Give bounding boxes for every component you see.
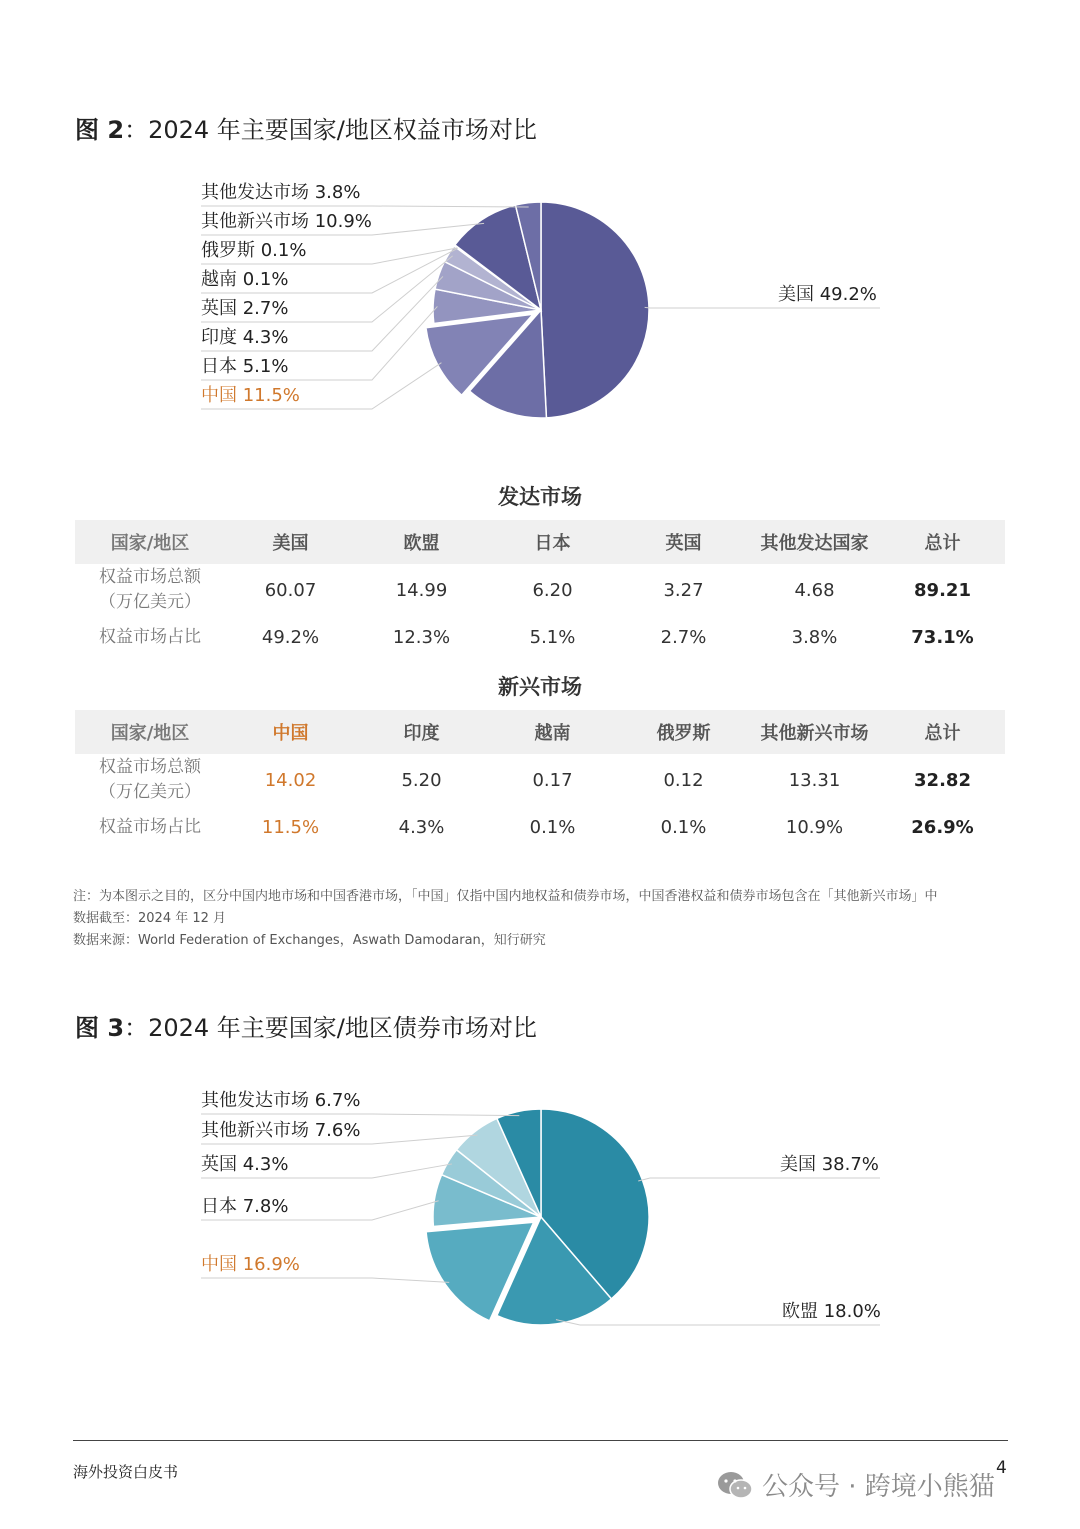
table-cell: 49.2% <box>261 626 320 648</box>
table-cell: 12.3% <box>392 626 451 648</box>
total-cell: 26.9% <box>911 816 974 838</box>
pie-label-0: 美国 49.2% <box>778 284 877 305</box>
pie-label-8: 其他新兴市场 10.9% <box>201 211 372 232</box>
total-cell: 73.1% <box>911 626 974 648</box>
footer-divider <box>73 1440 1008 1441</box>
pie-label-9: 其他发达市场 3.8% <box>201 182 361 203</box>
leader-line-0 <box>638 1178 880 1181</box>
notes-block <box>73 886 938 952</box>
pie-label-1: 欧盟 18.0% <box>782 1301 881 1322</box>
row-label: 权益市场占比 <box>99 626 201 647</box>
table-cell: 0.1% <box>529 816 576 838</box>
pie-label-5: 其他新兴市场 7.6% <box>201 1120 361 1141</box>
footer-doc-title: 海外投资白皮书 <box>73 1463 179 1481</box>
figure2-title-text: 2024 年主要国家/地区权益市场对比 <box>148 116 537 144</box>
header-cell: 印度 <box>356 710 487 754</box>
table-cell: 0.1% <box>660 816 707 838</box>
pie-label-0: 美国 38.7% <box>780 1154 879 1175</box>
total-cell: 89.21 <box>914 579 971 601</box>
table-cell: 4.3% <box>398 816 445 838</box>
table-cell-china: 14.02 <box>264 769 317 791</box>
leader-line-6 <box>201 1114 519 1116</box>
source-text: 数据来源：World Federation of Exchanges，Aswath Damodaran，知行研究 <box>73 933 546 948</box>
pie-label-3: 日本 5.1% <box>201 356 289 377</box>
table-cell-china: 11.5% <box>261 816 320 838</box>
row-label <box>75 564 225 616</box>
pie-label-4: 英国 4.3% <box>201 1154 289 1175</box>
table-row <box>75 754 1005 806</box>
note-text: 注：为本图示之目的，区分中国内地市场和中国香港市场，「中国」仅指中国内地权益和债券市场，中国香港权益和债券市场包含在「其他新兴市场」中 <box>73 889 938 904</box>
table-cell: 10.9% <box>785 816 844 838</box>
table-row <box>75 564 1005 616</box>
header-cell: 其他新兴市场 <box>749 710 880 754</box>
pie-label-5: 英国 2.7% <box>201 298 289 319</box>
figure3-title: 图 3：2024 年主要国家/地区债券市场对比 <box>75 1014 537 1042</box>
header-cell: 越南 <box>487 710 618 754</box>
date-text: 数据截至：2024 年 12 月 <box>73 911 227 926</box>
header-cell: 总计 <box>880 710 1005 754</box>
table-cell: 3.27 <box>663 579 704 601</box>
figure2-title: 图 2：2024 年主要国家/地区权益市场对比 <box>75 116 537 144</box>
emerging-market-title: 新兴市场 <box>498 675 582 699</box>
table-cell: 5.20 <box>401 769 442 791</box>
table-cell: 5.1% <box>529 626 576 648</box>
header-cell: 其他发达国家 <box>749 520 880 564</box>
row-label-line2: （万亿美元） <box>99 782 201 802</box>
developed-market-title: 发达市场 <box>498 485 582 509</box>
page-number: 4 <box>996 1458 1007 1478</box>
table-cell: 2.7% <box>660 626 707 648</box>
figure3-title-text: 2024 年主要国家/地区债券市场对比 <box>148 1014 537 1042</box>
header-cell: 英国 <box>618 520 749 564</box>
pie-label-2: 中国 16.9% <box>201 1254 300 1275</box>
table-row <box>75 806 1005 848</box>
table-row <box>75 616 1005 658</box>
row-label: 权益市场占比 <box>99 816 201 837</box>
figure3-prefix: 图 3 <box>75 1014 125 1042</box>
emerging-market-table <box>75 710 1005 848</box>
header-cell: 俄罗斯 <box>618 710 749 754</box>
header-cell: 欧盟 <box>356 520 487 564</box>
watermark-text: 公众号 · 跨境小熊猫 <box>762 1472 995 1502</box>
header-cell: 美国 <box>225 520 356 564</box>
table-cell: 3.8% <box>791 626 838 648</box>
header-cell: 国家/地区 <box>75 710 225 754</box>
bond-pie-chart <box>0 1085 1080 1345</box>
total-cell: 32.82 <box>914 769 971 791</box>
header-cell: 总计 <box>880 520 1005 564</box>
pie-slice-0 <box>541 202 649 418</box>
header-cell: 国家/地区 <box>75 520 225 564</box>
pie-label-6: 其他发达市场 6.7% <box>201 1090 361 1111</box>
figure2-prefix: 图 2 <box>75 116 125 144</box>
pie-label-4: 印度 4.3% <box>201 327 289 348</box>
row-label-line2: （万亿美元） <box>99 592 201 612</box>
row-label-line1: 权益市场总额 <box>99 757 201 777</box>
watermark <box>716 1466 995 1503</box>
pie-label-3: 日本 7.8% <box>201 1196 289 1217</box>
pie-label-7: 俄罗斯 0.1% <box>201 240 307 261</box>
table-cell: 4.68 <box>794 579 835 601</box>
table-cell: 0.12 <box>663 769 704 791</box>
header-cell: 日本 <box>487 520 618 564</box>
pie-label-2: 中国 11.5% <box>201 385 300 406</box>
row-label-line1: 权益市场总额 <box>99 567 201 587</box>
leader-line-2 <box>201 1278 449 1282</box>
leader-line-9 <box>201 206 529 207</box>
table-cell: 0.17 <box>532 769 573 791</box>
header-cell-china: 中国 <box>225 710 356 754</box>
table-cell: 14.99 <box>395 579 448 601</box>
table-header-row <box>75 710 1005 754</box>
row-label <box>75 754 225 806</box>
table-cell: 60.07 <box>264 579 317 601</box>
developed-market-table <box>75 520 1005 658</box>
table-header-row <box>75 520 1005 564</box>
table-cell: 13.31 <box>788 769 841 791</box>
pie-label-6: 越南 0.1% <box>201 269 289 290</box>
leader-line-0 <box>645 307 880 308</box>
table-cell: 6.20 <box>532 579 573 601</box>
wechat-icon <box>716 1470 754 1500</box>
equity-pie-chart <box>0 180 1080 440</box>
